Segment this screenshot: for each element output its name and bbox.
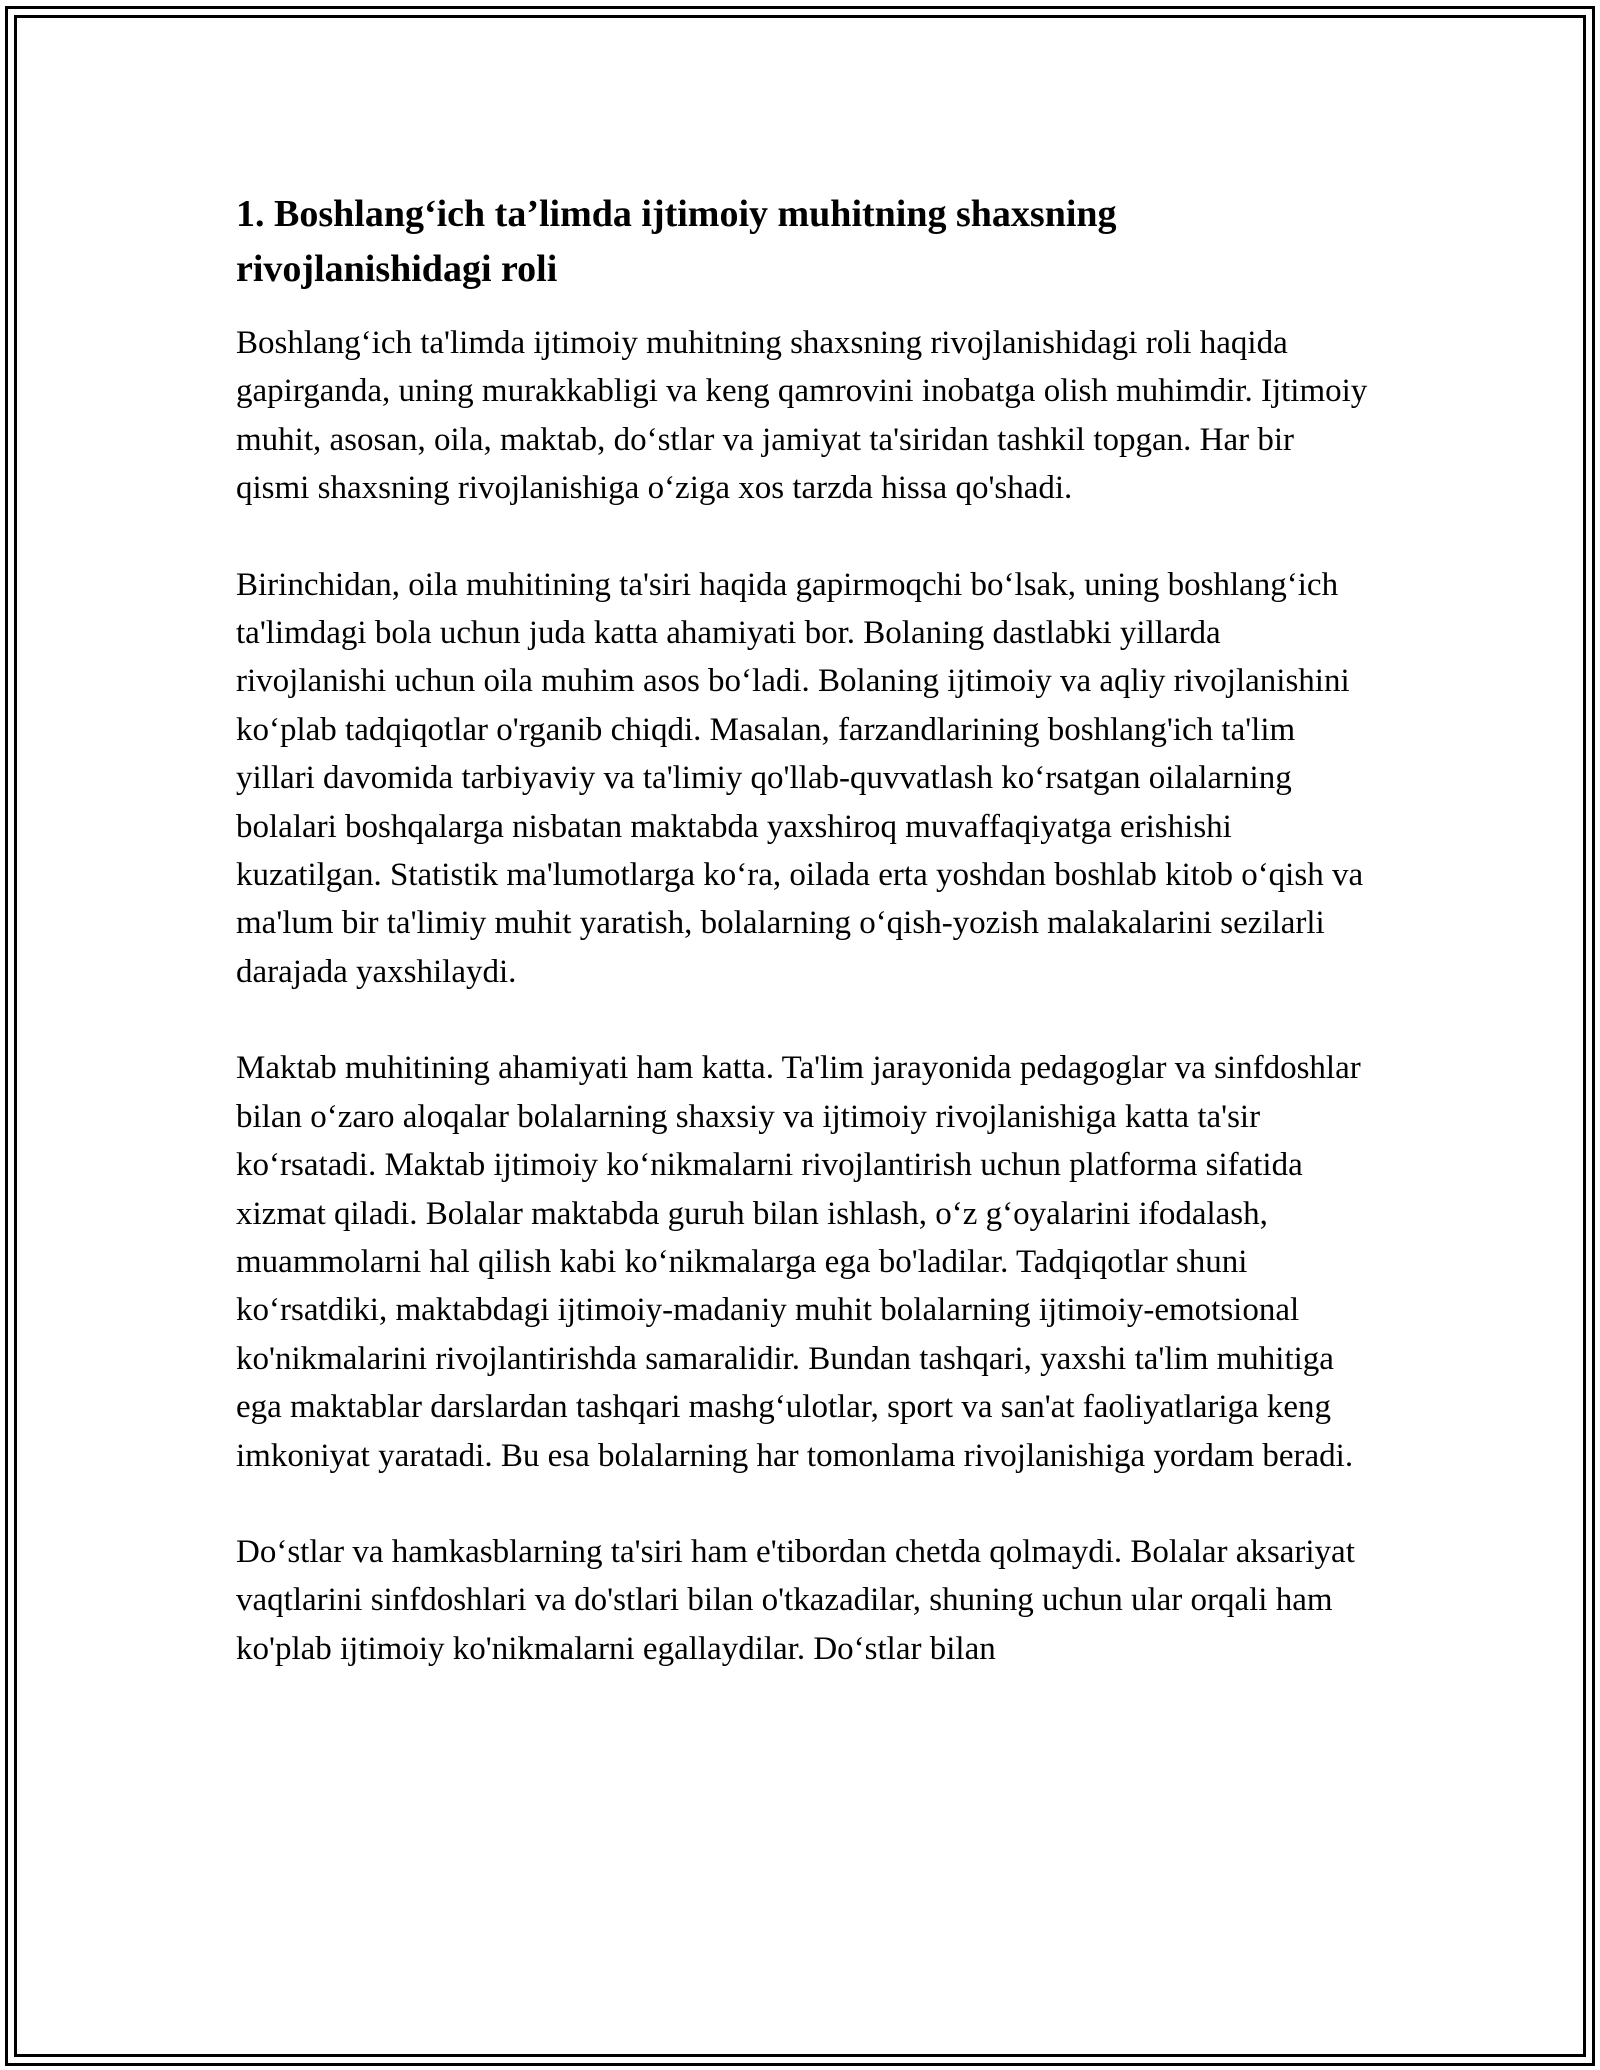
paragraph-intro: Boshlang‘ich ta'limda ijtimoiy muhitning shaxsning rivojlanishidagi roli haqida gapirganda, uning murakkabligi va keng qamrovini inobatga olish muhimdir. Ijtimoiy muhit, asosan, oila, maktab, do‘stlar va jamiyat ta'siridan tashkil topgan. Har bir qismi shaxsning rivojlanishiga o‘ziga xos tarzda hissa qo'shadi. <box>236 325 1368 507</box>
paragraph-friends: Do‘stlar va hamkasblarning ta'siri ham e'tibordan chetda qolmaydi. Bolalar aksariyat vaqtlarini sinfdoshlari va do'stlari bilan o'tkazadilar, shuning uchun ular orqali ham ko'plab ijtimoiy ko'nikmalarni egallaydilar. Do‘stlar bilan <box>236 1533 1355 1667</box>
paragraph-family: Birinchidan, oila muhitining ta'siri haqida gapirmoqchi bo‘lsak, uning boshlang‘ich ta'limdagi bola uchun juda katta ahamiyati bor. Bolaning dastlabki yillarda rivojlanishi uchun oila muhim asos bo‘ladi. Bolaning ijtimoiy va aqliy rivojlanishini ko‘plab tadqiqotlar o'rganib chiqdi. Masalan, farzandlarining boshlang'ich ta'lim yillari davomida tarbiyaviy va ta'limiy qo'llab-quvvatlash ko‘rsatgan oilalarning bolalari boshqalarga nisbatan maktabda yaxshiroq muvaffaqiyatga erishishi kuzatilgan. Statistik ma'lumotlarga ko‘ra, oilada erta yoshdan boshlab kitob o‘qish va ma'lum bir ta'limiy muhit yaratish, bolalarning o‘qish-yozish malakalarini sezilarli darajada yaxshilaydi. <box>236 566 1364 990</box>
section-heading: 1. Boshlang‘ich ta’limda ijtimoiy muhitning shaxsning rivojlanishidagi roli <box>236 193 1117 290</box>
document-body <box>236 187 1372 1721</box>
paragraph-school: Maktab muhitining ahamiyati ham katta. Ta'lim jarayonida pedagoglar va sinfdoshlar bilan o‘zaro aloqalar bolalarning shaxsiy va ijtimoiy rivojlanishiga katta ta'sir ko‘rsatadi. Maktab ijtimoiy ko‘nikmalarni rivojlantirish uchun platforma sifatida xizmat qiladi. Bolalar maktabda guruh bilan ishlash, o‘z g‘oyalarini ifodalash, muammolarni hal qilish kabi ko‘nikmalarga ega bo'ladilar. Tadqiqotlar shuni ko‘rsatdiki, maktabdagi ijtimoiy-madaniy muhit bolalarning ijtimoiy-emotsional ko'nikmalarini rivojlantirishda samaralidir. Bundan tashqari, yaxshi ta'lim muhitiga ega maktablar darslardan tashqari mashg‘ulotlar, sport va san'at faoliyatlariga keng imkoniyat yaratadi. Bu esa bolalarning har tomonlama rivojlanishiga yordam beradi. <box>236 1050 1361 1474</box>
